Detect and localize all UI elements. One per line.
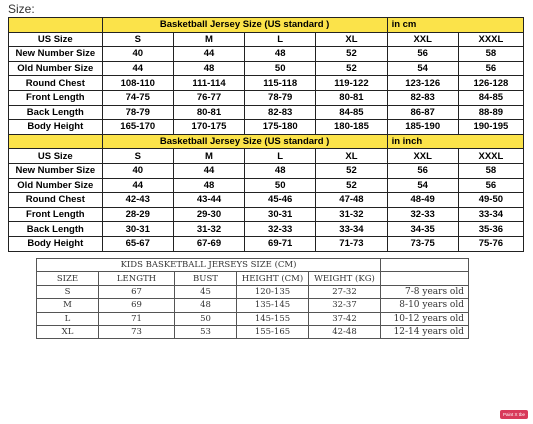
table-cell: XL [37,325,99,338]
table-cell: 32-33 [387,207,458,222]
table-cell: 45-46 [245,193,316,208]
size-header-cell: L [245,149,316,164]
table-cell: 52 [316,61,387,76]
table-cell: 80-81 [316,90,387,105]
header-label: US Size [9,149,103,164]
unit-band-row [9,18,524,33]
size-header-cell: XXL [387,149,458,164]
unit-band-row [9,134,524,149]
table-row [37,299,469,312]
size-label: Size: [8,2,35,16]
table-row [9,76,524,91]
table-cell: 8-10 years old [381,299,469,312]
table-cell: 190-195 [458,120,523,135]
table-cell: 56 [387,163,458,178]
band-title: Basketball Jersey Size (US standard ) [102,134,387,149]
table-cell: 56 [387,47,458,62]
table-row [9,90,524,105]
table-cell: 69 [99,299,175,312]
header-label: US Size [9,32,103,47]
table-cell: 108-110 [102,76,173,91]
table-cell: 69-71 [245,236,316,251]
table-row [9,120,524,135]
table-cell: 37-42 [309,312,381,325]
table-cell: 42-43 [102,193,173,208]
table-cell: 123-126 [387,76,458,91]
table-row [9,207,524,222]
row-label: Front Length [9,90,103,105]
table-cell: 71 [99,312,175,325]
table-row [9,61,524,76]
table-cell: 65-67 [102,236,173,251]
table-cell: 43-44 [173,193,244,208]
table-cell: 33-34 [316,222,387,237]
table-cell: 48 [245,163,316,178]
table-cell: 80-81 [173,105,244,120]
table-cell: 53 [175,325,237,338]
table-cell: 78-79 [245,90,316,105]
table-cell: 67-69 [173,236,244,251]
table-cell: 50 [175,312,237,325]
table-cell: 48 [173,178,244,193]
table-cell: 175-180 [245,120,316,135]
table-cell: 76-77 [173,90,244,105]
band-spacer [9,18,103,33]
table-cell: 155-165 [237,325,309,338]
table-cell: 40 [102,47,173,62]
table-cell: 126-128 [458,76,523,91]
table-cell: 88-89 [458,105,523,120]
row-label: Round Chest [9,193,103,208]
table-cell: 56 [458,178,523,193]
table-cell: 135-145 [237,299,309,312]
table-cell: 74-75 [102,90,173,105]
table-row [37,312,469,325]
table-cell: 84-85 [458,90,523,105]
table-row [37,325,469,338]
table-cell: 115-118 [245,76,316,91]
band-spacer [9,134,103,149]
table-row [9,47,524,62]
table-row [9,163,524,178]
table-cell: 31-32 [173,222,244,237]
table-cell: 47-48 [316,193,387,208]
table-row [9,178,524,193]
table-row [9,193,524,208]
table-cell: 52 [316,163,387,178]
size-header-cell: XXL [387,32,458,47]
table-cell: 31-32 [316,207,387,222]
table-cell: 111-114 [173,76,244,91]
band-unit: in inch [387,134,523,149]
size-header-cell: XL [316,32,387,47]
size-header-row [9,149,524,164]
table-cell: 58 [458,163,523,178]
table-cell: 48 [173,61,244,76]
table-cell: 185-190 [387,120,458,135]
table-cell: 120-135 [237,285,309,298]
table-cell: 44 [102,178,173,193]
table-cell: 32-37 [309,299,381,312]
row-label: Front Length [9,207,103,222]
table-cell: 75-76 [458,236,523,251]
table-cell: 73 [99,325,175,338]
table-row [9,236,524,251]
table-cell: 35-36 [458,222,523,237]
table-cell: 45 [175,285,237,298]
row-label: Old Number Size [9,178,103,193]
table-cell: 48-49 [387,193,458,208]
kids-title: KIDS BASKETBALL JERSEYS SIZE (CM) [37,259,381,272]
size-header-cell: XXXL [458,149,523,164]
table-cell: 180-185 [316,120,387,135]
kids-header-cell: SIZE [37,272,99,285]
table-cell: 28-29 [102,207,173,222]
table-cell: 12-14 years old [381,325,469,338]
kids-header-cell: BUST [175,272,237,285]
table-row [9,222,524,237]
table-cell: M [37,299,99,312]
table-cell: 119-122 [316,76,387,91]
kids-header-row [37,272,469,285]
size-header-cell: S [102,149,173,164]
kids-header-cell: LENGTH [99,272,175,285]
size-header-cell: XXXL [458,32,523,47]
table-cell: 44 [173,163,244,178]
kids-size-chart [36,258,469,339]
band-title: Basketball Jersey Size (US standard ) [102,18,387,33]
row-label: New Number Size [9,163,103,178]
table-cell: 165-170 [102,120,173,135]
table-cell: 34-35 [387,222,458,237]
size-header-cell: M [173,149,244,164]
table-cell: 82-83 [245,105,316,120]
size-header-cell: S [102,32,173,47]
table-cell: 7-8 years old [381,285,469,298]
row-label: Back Length [9,222,103,237]
row-label: Back Length [9,105,103,120]
table-cell: 40 [102,163,173,178]
table-cell: 32-33 [245,222,316,237]
table-cell: 145-155 [237,312,309,325]
row-label: Old Number Size [9,61,103,76]
kids-header-cell: WEIGHT (KG) [309,272,381,285]
table-cell: 56 [458,61,523,76]
table-cell: 30-31 [245,207,316,222]
table-cell: 170-175 [173,120,244,135]
table-cell: 73-75 [387,236,458,251]
table-cell: 78-79 [102,105,173,120]
adult-size-chart [8,17,524,252]
table-cell: 82-83 [387,90,458,105]
table-cell: 54 [387,178,458,193]
table-cell: 44 [102,61,173,76]
table-cell: L [37,312,99,325]
table-cell: S [37,285,99,298]
table-cell: 71-73 [316,236,387,251]
row-label: Body Height [9,120,103,135]
size-header-cell: XL [316,149,387,164]
row-label: New Number Size [9,47,103,62]
table-cell: 29-30 [173,207,244,222]
table-cell: 52 [316,47,387,62]
table-cell: 27-32 [309,285,381,298]
kids-title-row [37,259,469,272]
band-unit: in cm [387,18,523,33]
kids-header-cell [381,272,469,285]
row-label: Body Height [9,236,103,251]
table-cell: 44 [173,47,244,62]
table-cell: 50 [245,178,316,193]
table-cell: 52 [316,178,387,193]
size-header-cell: M [173,32,244,47]
table-cell: 42-48 [309,325,381,338]
table-cell: 10-12 years old [381,312,469,325]
size-header-row [9,32,524,47]
table-cell: 50 [245,61,316,76]
table-cell: 58 [458,47,523,62]
table-row [37,285,469,298]
kids-title-spacer [381,259,469,272]
watermark-logo: Paint X tbe [500,410,528,419]
table-cell: 84-85 [316,105,387,120]
table-cell: 30-31 [102,222,173,237]
table-cell: 48 [245,47,316,62]
table-cell: 33-34 [458,207,523,222]
table-row [9,105,524,120]
row-label: Round Chest [9,76,103,91]
size-header-cell: L [245,32,316,47]
table-cell: 54 [387,61,458,76]
table-cell: 67 [99,285,175,298]
table-cell: 48 [175,299,237,312]
table-cell: 86-87 [387,105,458,120]
kids-header-cell: HEIGHT (CM) [237,272,309,285]
table-cell: 49-50 [458,193,523,208]
